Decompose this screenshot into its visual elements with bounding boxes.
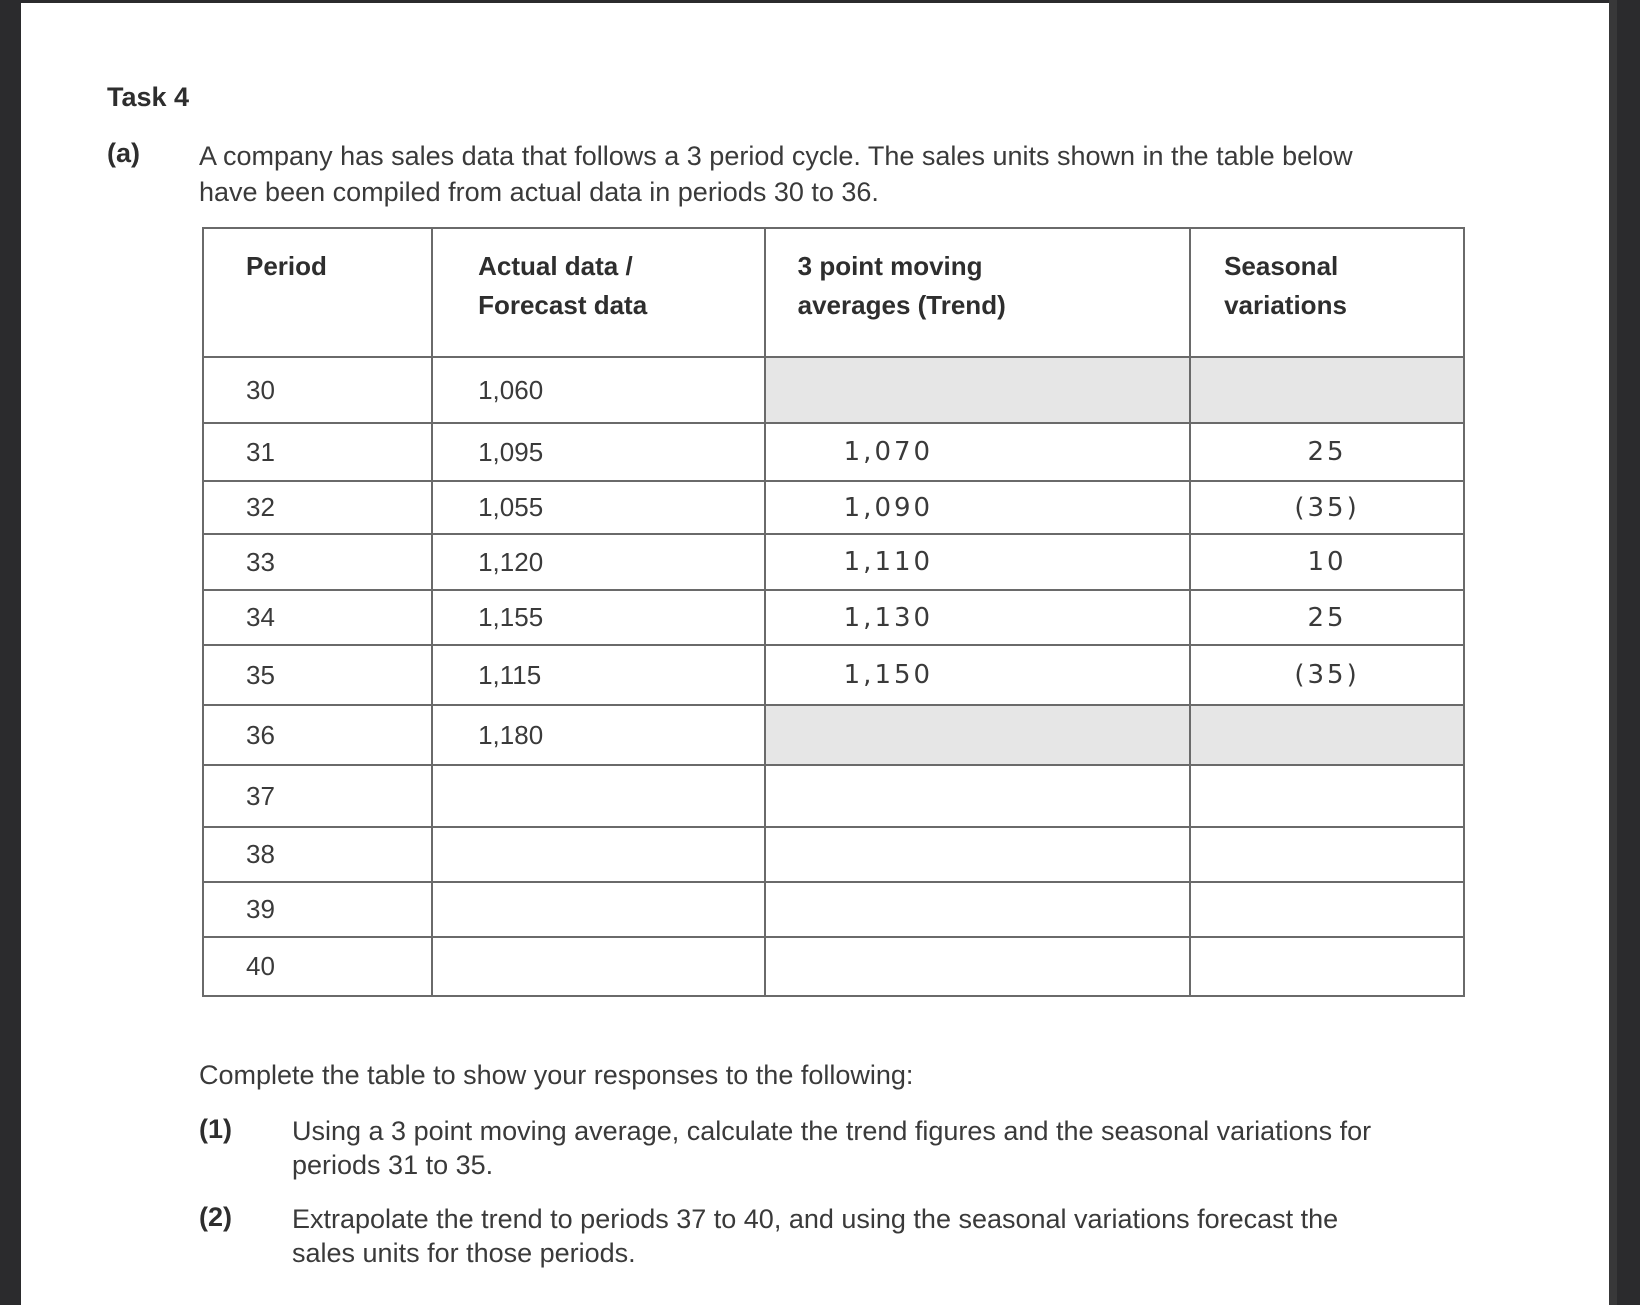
cell-period: 39: [203, 882, 432, 937]
cell-actual[interactable]: 1,095: [432, 423, 765, 481]
cell-trend[interactable]: [765, 827, 1190, 882]
task-title: Task 4: [107, 82, 190, 112]
cell-trend[interactable]: 1,130: [765, 590, 1190, 645]
cell-seasonal[interactable]: (35): [1190, 481, 1464, 534]
cell-actual[interactable]: 1,155: [432, 590, 765, 645]
cell-period: 38: [203, 827, 432, 882]
cell-period: 37: [203, 765, 432, 827]
cell-period: 40: [203, 937, 432, 996]
cell-actual[interactable]: [432, 827, 765, 882]
part-label: (a): [107, 138, 140, 168]
cell-trend[interactable]: [765, 357, 1190, 423]
header-actual: Actual data / Forecast data: [432, 228, 765, 357]
table-header-row: [203, 228, 1464, 357]
cell-seasonal[interactable]: 25: [1190, 590, 1464, 645]
intro-paragraph: [199, 138, 1469, 210]
cell-actual[interactable]: 1,060: [432, 357, 765, 423]
item-number: (2): [199, 1202, 232, 1232]
table-row: [203, 357, 1464, 423]
table-row: [203, 705, 1464, 765]
table-row: [203, 534, 1464, 590]
item-number: (1): [199, 1114, 232, 1144]
cell-actual[interactable]: [432, 765, 765, 827]
cell-seasonal[interactable]: [1190, 705, 1464, 765]
cell-trend[interactable]: [765, 705, 1190, 765]
cell-seasonal[interactable]: [1190, 882, 1464, 937]
table-row: [203, 765, 1464, 827]
sales-table: [202, 227, 1465, 997]
table-row: [203, 937, 1464, 996]
intro-line: A company has sales data that follows a 3 period cycle. The sales units shown in the table below: [199, 141, 1353, 171]
cell-seasonal[interactable]: [1190, 765, 1464, 827]
cell-seasonal[interactable]: [1190, 357, 1464, 423]
cell-seasonal[interactable]: [1190, 937, 1464, 996]
table-row: [203, 481, 1464, 534]
cell-actual[interactable]: [432, 937, 765, 996]
table-row: [203, 590, 1464, 645]
cell-actual[interactable]: [432, 882, 765, 937]
cell-period: 34: [203, 590, 432, 645]
header-trend: 3 point moving averages (Trend): [765, 228, 1190, 357]
cell-trend[interactable]: 1,090: [765, 481, 1190, 534]
item-text: Using a 3 point moving average, calculate the trend figures and the seasonal variations for periods 31 to 35.: [292, 1116, 1372, 1180]
cell-trend[interactable]: 1,110: [765, 534, 1190, 590]
cell-trend[interactable]: 1,070: [765, 423, 1190, 481]
instructions-lead: Complete the table to show your responses to the following:: [199, 1060, 914, 1090]
header-seasonal: Seasonal variations: [1190, 228, 1464, 357]
cell-trend[interactable]: 1,150: [765, 645, 1190, 705]
intro-line: have been compiled from actual data in periods 30 to 36.: [199, 177, 879, 207]
header-period: Period: [203, 228, 432, 357]
cell-seasonal[interactable]: 25: [1190, 423, 1464, 481]
table-row: [203, 645, 1464, 705]
table-row: [203, 423, 1464, 481]
cell-actual[interactable]: 1,180: [432, 705, 765, 765]
cell-trend[interactable]: [765, 937, 1190, 996]
cell-period: 33: [203, 534, 432, 590]
table-row: [203, 882, 1464, 937]
cell-seasonal[interactable]: 10: [1190, 534, 1464, 590]
cell-period: 36: [203, 705, 432, 765]
cell-period: 30: [203, 357, 432, 423]
cell-trend[interactable]: [765, 882, 1190, 937]
cell-actual[interactable]: 1,120: [432, 534, 765, 590]
cell-actual[interactable]: 1,115: [432, 645, 765, 705]
cell-period: 31: [203, 423, 432, 481]
window-edge: [1609, 0, 1617, 1305]
cell-actual[interactable]: 1,055: [432, 481, 765, 534]
cell-seasonal[interactable]: [1190, 827, 1464, 882]
cell-seasonal[interactable]: (35): [1190, 645, 1464, 705]
cell-period: 32: [203, 481, 432, 534]
item-text: Extrapolate the trend to periods 37 to 40, and using the seasonal variations forecast the sales units for those periods.: [292, 1204, 1339, 1268]
table-row: [203, 827, 1464, 882]
cell-trend[interactable]: [765, 765, 1190, 827]
cell-period: 35: [203, 645, 432, 705]
